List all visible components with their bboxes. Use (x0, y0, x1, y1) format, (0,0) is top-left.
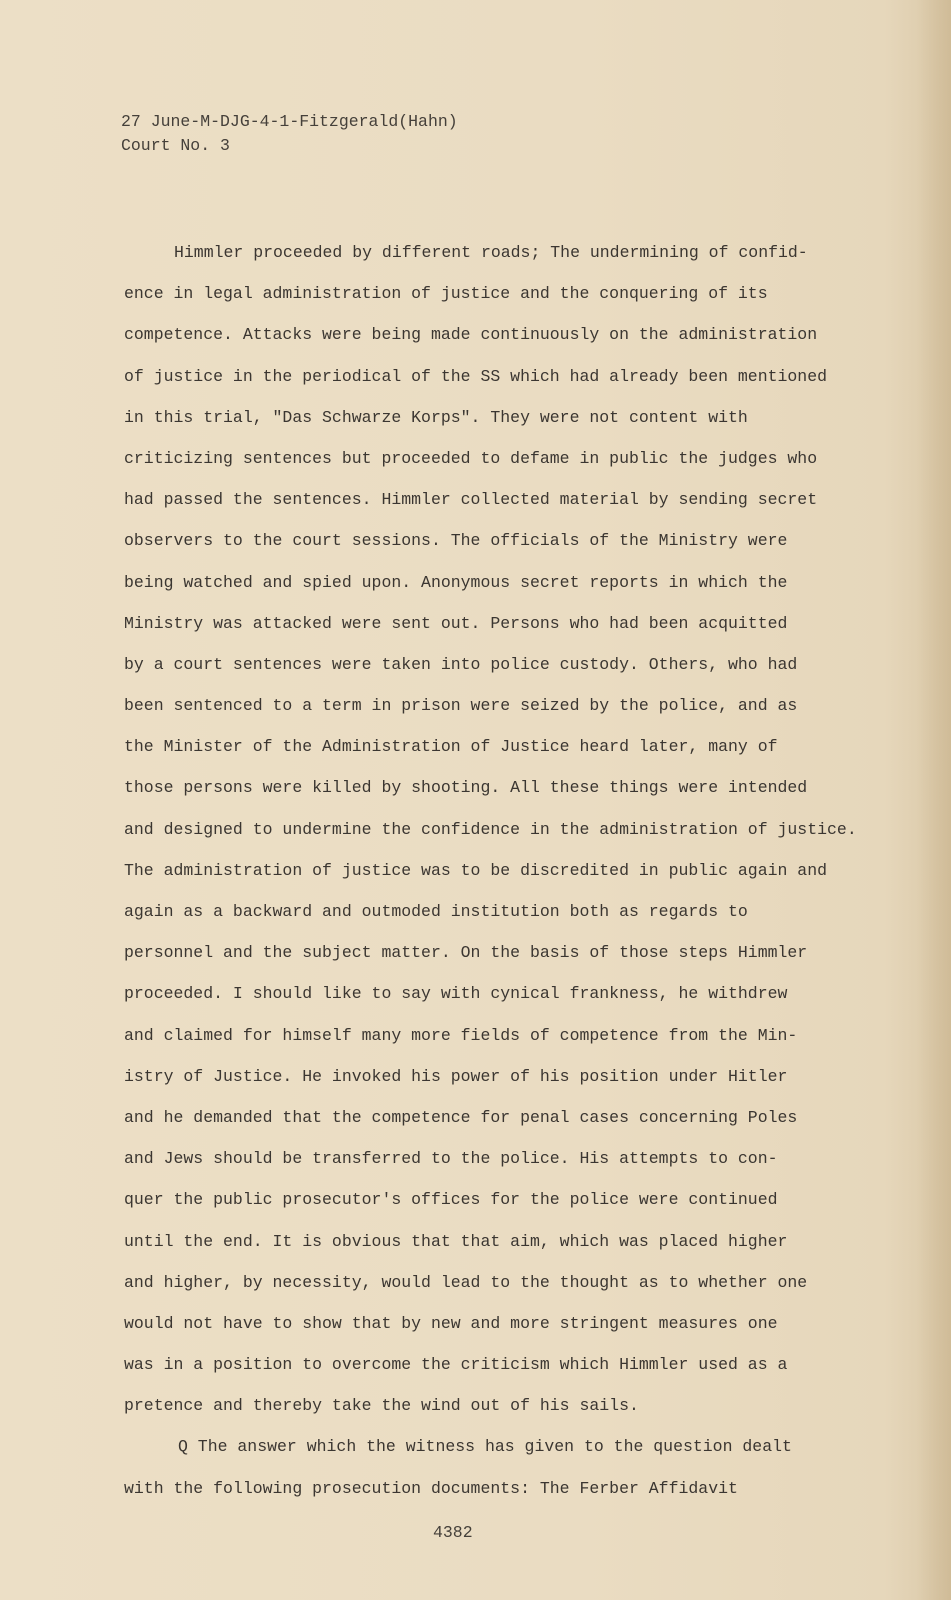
question-line: Q The answer which the witness has given to the question dealt (178, 1437, 792, 1457)
document-header (121, 110, 458, 158)
text-line: those persons were killed by shooting. All these things were intended (124, 778, 808, 798)
text-line: being watched and spied upon. Anonymous secret reports in which the (124, 572, 788, 592)
text-line: would not have to show that by new and more stringent measures one (124, 1313, 778, 1333)
text-line: criticizing sentences but proceeded to defame in public the judges who (124, 448, 818, 468)
header-session-line: 27 June-M-DJG-4-1-Fitzgerald(Hahn) (121, 112, 458, 131)
paper-edge-stain (917, 0, 951, 1600)
text-line: been sentenced to a term in prison were seized by the police, and as (124, 696, 798, 716)
text-line: the Minister of the Administration of Justice heard later, many of (124, 737, 778, 757)
text-line: Ministry was attacked were sent out. Persons who had been acquitted (124, 613, 788, 633)
transcript-body (124, 232, 874, 1509)
text-line: until the end. It is obvious that that aim, which was placed higher (124, 1231, 788, 1251)
text-line: competence. Attacks were being made continuously on the administration (124, 325, 818, 345)
text-line: Himmler proceeded by different roads; The undermining of confid- (174, 243, 808, 262)
text-line: had passed the sentences. Himmler collected material by sending secret (124, 490, 818, 510)
text-line: was in a position to overcome the criticism which Himmler used as a (124, 1355, 788, 1375)
text-line: of justice in the periodical of the SS which had already been mentioned (124, 366, 828, 386)
text-line: and designed to undermine the confidence in the administration of justice. (124, 819, 857, 839)
text-line: istry of Justice. He invoked his power of his position under Hitler (124, 1066, 788, 1086)
text-line: and higher, by necessity, would lead to the thought as to whether one (124, 1272, 808, 1292)
text-line: quer the public prosecutor's offices for the police were continued (124, 1190, 778, 1210)
text-line: pretence and thereby take the wind out of his sails. (124, 1396, 639, 1416)
text-line: The administration of justice was to be discredited in public again and (124, 860, 828, 880)
text-line: ence in legal administration of justice and the conquering of its (124, 284, 768, 304)
text-line: and he demanded that the competence for penal cases concerning Poles (124, 1107, 798, 1127)
text-line: again as a backward and outmoded institution both as regards to (124, 902, 748, 921)
page-number: 4382 (433, 1523, 473, 1542)
text-line: observers to the court sessions. The officials of the Ministry were (124, 531, 788, 551)
text-line: and Jews should be transferred to the police. His attempts to con- (124, 1149, 778, 1169)
text-line: and claimed for himself many more fields of competence from the Min- (124, 1025, 798, 1045)
text-line: personnel and the subject matter. On the basis of those steps Himmler (124, 943, 808, 963)
header-court-line: Court No. 3 (121, 136, 230, 155)
text-line: in this trial, "Das Schwarze Korps". They were not content with (124, 407, 748, 427)
text-line: proceeded. I should like to say with cynical frankness, he withdrew (124, 984, 788, 1004)
text-line: by a court sentences were taken into police custody. Others, who had (124, 654, 798, 674)
question-line: with the following prosecution documents: The Ferber Affidavit (124, 1478, 738, 1498)
